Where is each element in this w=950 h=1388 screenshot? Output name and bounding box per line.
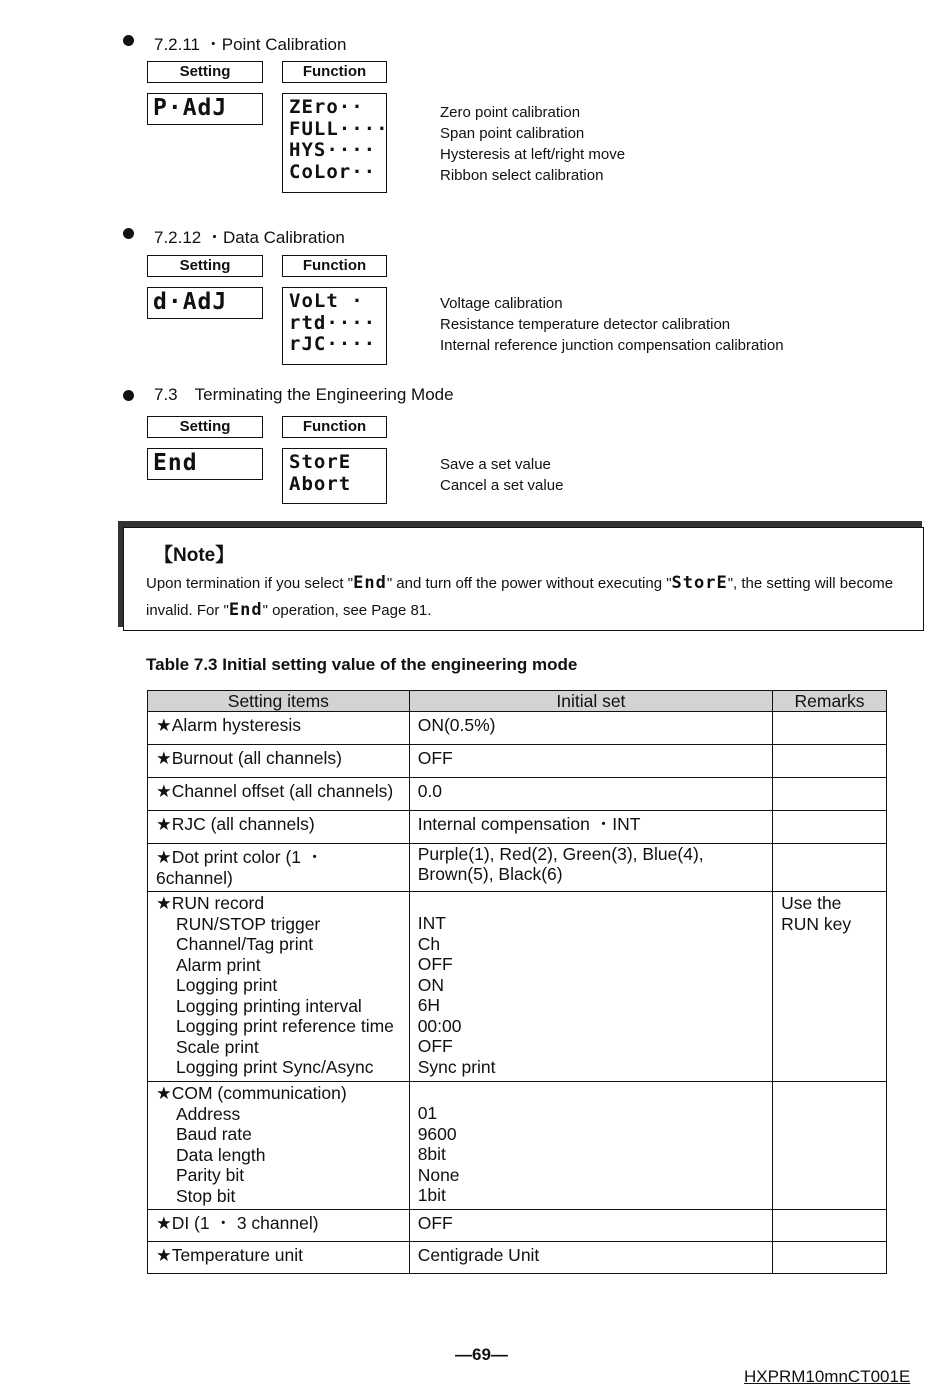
setting-sub-item: Logging print reference time	[176, 1016, 394, 1036]
function-display	[282, 93, 387, 193]
function-header: Function	[282, 416, 387, 438]
remarks-line: Use the	[781, 893, 842, 913]
function-descriptions	[440, 102, 625, 186]
remarks	[773, 1242, 887, 1274]
initial-value-line: 01	[417, 1103, 438, 1123]
bullet-icon	[123, 390, 134, 401]
remarks	[773, 712, 887, 745]
description-line: Span point calibration	[440, 125, 585, 142]
initial-value-line: 1bit	[417, 1185, 446, 1205]
description-line: Voltage calibration	[440, 295, 563, 312]
table-row	[148, 1210, 887, 1242]
note-text-part: " and turn off the power without executing "	[386, 575, 672, 592]
table-row	[148, 1082, 887, 1210]
initial-value-line: 9600	[417, 1123, 457, 1144]
setting-sub-item: Logging printing interval	[176, 995, 362, 1016]
setting-display: P·AdJ	[147, 93, 263, 125]
description-line: Zero point calibration	[440, 104, 581, 121]
section-heading-point-calibration: 7.2.11 ・Point Calibration	[154, 35, 347, 54]
note-text-part: ", the setting will become invalid. For "	[146, 575, 894, 619]
setting-sub-item: Parity bit	[176, 1165, 245, 1185]
setting-item: ★Dot print color (1 ・ 6channel)	[148, 844, 410, 892]
initial-value-line: 00:00	[417, 1015, 462, 1036]
table-row	[148, 712, 887, 745]
note-box	[123, 527, 924, 631]
function-display-line: rJC····	[289, 333, 377, 355]
remarks	[773, 892, 887, 1082]
setting-sub-item: Data length	[176, 1144, 266, 1165]
initial-value: Centigrade Unit	[409, 1242, 772, 1274]
description-line: Internal reference junction compensation calibration	[440, 337, 784, 354]
setting-item: ★Channel offset (all channels)	[148, 778, 410, 811]
initial-value: OFF	[409, 1210, 772, 1242]
bullet-icon	[123, 35, 134, 46]
initial-value	[409, 844, 772, 892]
setting-sub-item: RUN/STOP trigger	[176, 913, 321, 934]
function-display-line: StorE	[289, 451, 352, 473]
function-display-line: rtd····	[289, 311, 377, 334]
function-display	[282, 448, 387, 504]
function-header: Function	[282, 255, 387, 277]
function-display-line: CoLor··	[289, 160, 377, 183]
function-display-line: HYS····	[289, 139, 377, 161]
initial-value-line: 6H	[417, 995, 441, 1015]
setting-sub-item: Logging print Sync/Async	[176, 1057, 374, 1077]
initial-value-line: Brown(5), Black(6)	[417, 864, 563, 884]
setting-item: ★DI (1 ・ 3 channel)	[148, 1210, 410, 1242]
note-lcd-end: End	[353, 573, 387, 593]
setting-sub-item: Address	[176, 1103, 241, 1124]
bullet-icon	[123, 228, 134, 239]
description-line: Hysteresis at left/right move	[440, 146, 626, 163]
note-lcd-store: StorE	[671, 573, 728, 593]
setting-item: ★Temperature unit	[148, 1242, 410, 1274]
initial-value: OFF	[409, 745, 772, 778]
initial-value-line: Ch	[417, 933, 441, 954]
initial-value: ON(0.5%)	[409, 712, 772, 745]
table-header-row	[148, 691, 887, 712]
table-row	[148, 745, 887, 778]
column-header: Remarks	[773, 691, 887, 712]
table-row	[148, 892, 887, 1082]
table-row	[148, 1242, 887, 1274]
initial-settings-table	[147, 690, 887, 1274]
initial-value-line: ON	[417, 974, 444, 995]
setting-item: ★Alarm hysteresis	[148, 712, 410, 745]
initial-value-line: INT	[417, 913, 446, 933]
initial-value: Internal compensation ・INT	[409, 811, 772, 844]
function-display-line: Abort	[289, 472, 352, 495]
setting-item	[148, 892, 410, 1082]
description-line: Save a set value	[440, 456, 551, 473]
initial-value-line: OFF	[417, 954, 453, 974]
setting-sub-item: Logging print	[176, 975, 278, 995]
function-display	[282, 287, 387, 365]
setting-header: Setting	[147, 255, 263, 277]
initial-value	[409, 1082, 772, 1210]
page-number: —69—	[455, 1345, 508, 1364]
setting-sub-item: Scale print	[176, 1036, 259, 1057]
setting-sub-item: Baud rate	[176, 1124, 252, 1144]
remarks	[773, 1082, 887, 1210]
table-row	[148, 811, 887, 844]
table-caption: Table 7.3 Initial setting value of the engineering mode	[146, 655, 578, 674]
setting-item: ★RJC (all channels)	[148, 811, 410, 844]
remarks	[773, 811, 887, 844]
description-line: Resistance temperature detector calibration	[440, 316, 731, 333]
remarks	[773, 844, 887, 892]
setting-header: Setting	[147, 61, 263, 83]
column-header: Initial set	[409, 691, 772, 712]
setting-item	[148, 1082, 410, 1210]
setting-display: d·AdJ	[147, 287, 263, 319]
setting-sub-item: Channel/Tag print	[176, 934, 314, 954]
function-display-line: ZEro··	[289, 96, 364, 118]
setting-item-title: ★COM (communication)	[156, 1083, 347, 1103]
initial-value-line: None	[417, 1164, 460, 1185]
function-descriptions	[440, 454, 563, 496]
note-text-part: " operation, see Page 81.	[262, 602, 432, 619]
function-descriptions	[440, 293, 784, 356]
remarks	[773, 745, 887, 778]
column-header: Setting items	[148, 691, 410, 712]
setting-sub-item: Stop bit	[176, 1185, 236, 1206]
note-lcd-end: End	[228, 600, 263, 620]
setting-display: End	[147, 448, 263, 480]
description-line: Ribbon select calibration	[440, 167, 604, 184]
table-row	[148, 778, 887, 811]
function-display-line: FULL····	[289, 117, 389, 140]
initial-value-line: OFF	[417, 1036, 453, 1056]
note-title: 【Note】	[154, 545, 235, 566]
setting-item: ★Burnout (all channels)	[148, 745, 410, 778]
remarks-line: RUN key	[781, 913, 852, 934]
setting-header: Setting	[147, 416, 263, 438]
section-heading-data-calibration: 7.2.12 ・Data Calibration	[154, 228, 345, 247]
setting-item-title: ★RUN record	[156, 893, 265, 913]
function-display-line: VoLt ·	[289, 290, 364, 312]
remarks	[773, 1210, 887, 1242]
setting-sub-item: Alarm print	[176, 954, 261, 975]
document-id: HXPRM10mnCT001E	[744, 1367, 911, 1386]
table-row	[148, 844, 887, 892]
description-line: Cancel a set value	[440, 477, 564, 494]
note-text-part: Upon termination if you select "	[146, 575, 354, 592]
initial-value	[409, 892, 772, 1082]
function-header: Function	[282, 61, 387, 83]
initial-value-line: Sync print	[417, 1056, 496, 1077]
note-text	[146, 570, 916, 624]
initial-value-line: Purple(1), Red(2), Green(3), Blue(4),	[417, 844, 704, 864]
remarks	[773, 778, 887, 811]
initial-value-line: 8bit	[417, 1144, 446, 1164]
section-heading-terminating: 7.3 Terminating the Engineering Mode	[154, 385, 454, 404]
initial-value: 0.0	[409, 778, 772, 811]
